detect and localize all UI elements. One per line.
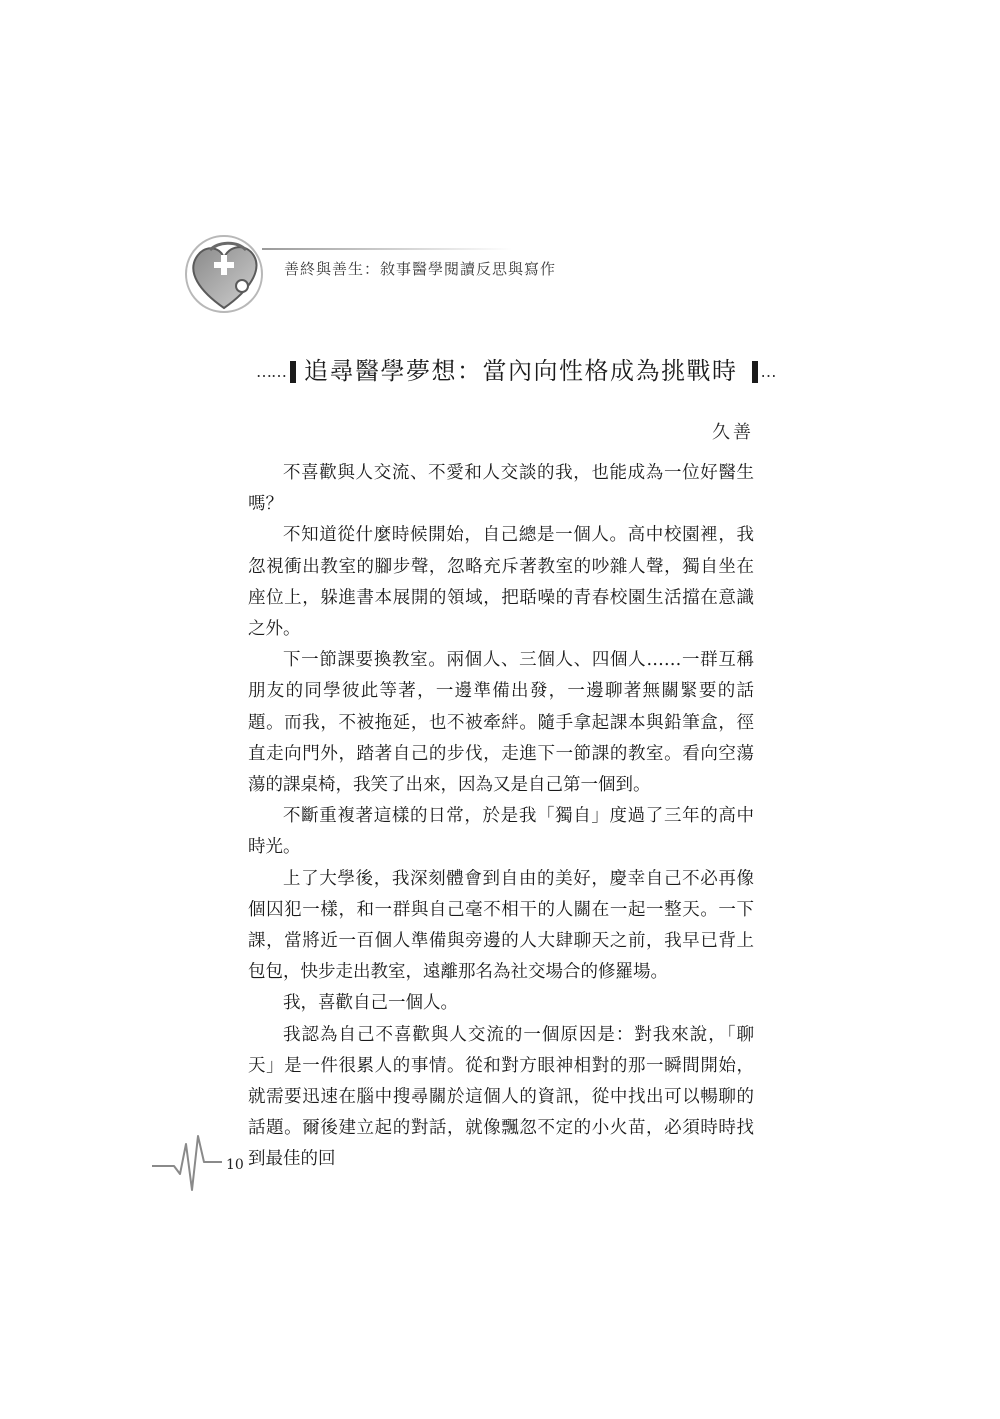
title-lead-dots: …… — [256, 362, 286, 381]
running-header-book-title: 善終與善生：敘事醫學閱讀反思與寫作 — [284, 260, 557, 278]
chapter-title-block — [256, 346, 776, 386]
chapter-title: 追尋醫學夢想：當內向性格成為挑戰時 — [304, 357, 738, 385]
paragraph: 上了大學後，我深刻體會到自由的美好，慶幸自己不必再像個囚犯一樣，和一群與自己毫不相干的人關在一起一整天。一下課，當將近一百個人準備與旁邊的人大肆聊天之前，我早已背上包包，快步走出教室，遠離那名為社交場合的修羅場。 — [248, 868, 754, 983]
title-trail-dots: … — [760, 362, 776, 381]
heartbeat-line-icon — [152, 1132, 232, 1194]
paragraph: 不知道從什麼時候開始，自己總是一個人。高中校園裡，我忽視衝出教室的腳步聲，忽略充斥著教室的吵雜人聲，獨自坐在座位上，躲進書本展開的領域，把聒噪的青春校園生活擋在意識之外。 — [248, 525, 754, 640]
page-number: 10 — [226, 1157, 244, 1173]
paragraph: 不喜歡與人交流、不愛和人交談的我，也能成為一位好醫生嗎？ — [248, 463, 754, 515]
author-name: 久善 — [712, 422, 754, 443]
body-text — [248, 458, 754, 1176]
paragraph: 我，喜歡自己一個人。 — [283, 993, 458, 1014]
header-rule — [262, 248, 512, 250]
title-bar-right — [752, 361, 758, 383]
title-bar-left — [290, 361, 296, 383]
heart-medical-cross-icon — [180, 228, 270, 318]
paragraph: 下一節課要換教室。兩個人、三個人、四個人……一群互稱朋友的同學彼此等著，一邊準備出發，一邊聊著無關緊要的話題。而我，不被拖延，也不被牽絆。隨手拿起課本與鉛筆盒，徑直走向門外，踏著自己的步伐，走進下一節課的教室。看向空蕩蕩的課桌椅，我笑了出來，因為又是自己第一個到。 — [248, 650, 754, 796]
paragraph: 我認為自己不喜歡與人交流的一個原因是：對我來說，「聊天」是一件很累人的事情。從和對方眼神相對的那一瞬間開始，就需要迅速在腦中搜尋關於這個人的資訊，從中找出可以暢聊的話題。爾後建立起的對話，就像飄忽不定的小火苗，必須時時找到最佳的回 — [248, 1024, 754, 1170]
paragraph: 不斷重複著這樣的日常，於是我「獨自」度過了三年的高中時光。 — [248, 806, 754, 858]
